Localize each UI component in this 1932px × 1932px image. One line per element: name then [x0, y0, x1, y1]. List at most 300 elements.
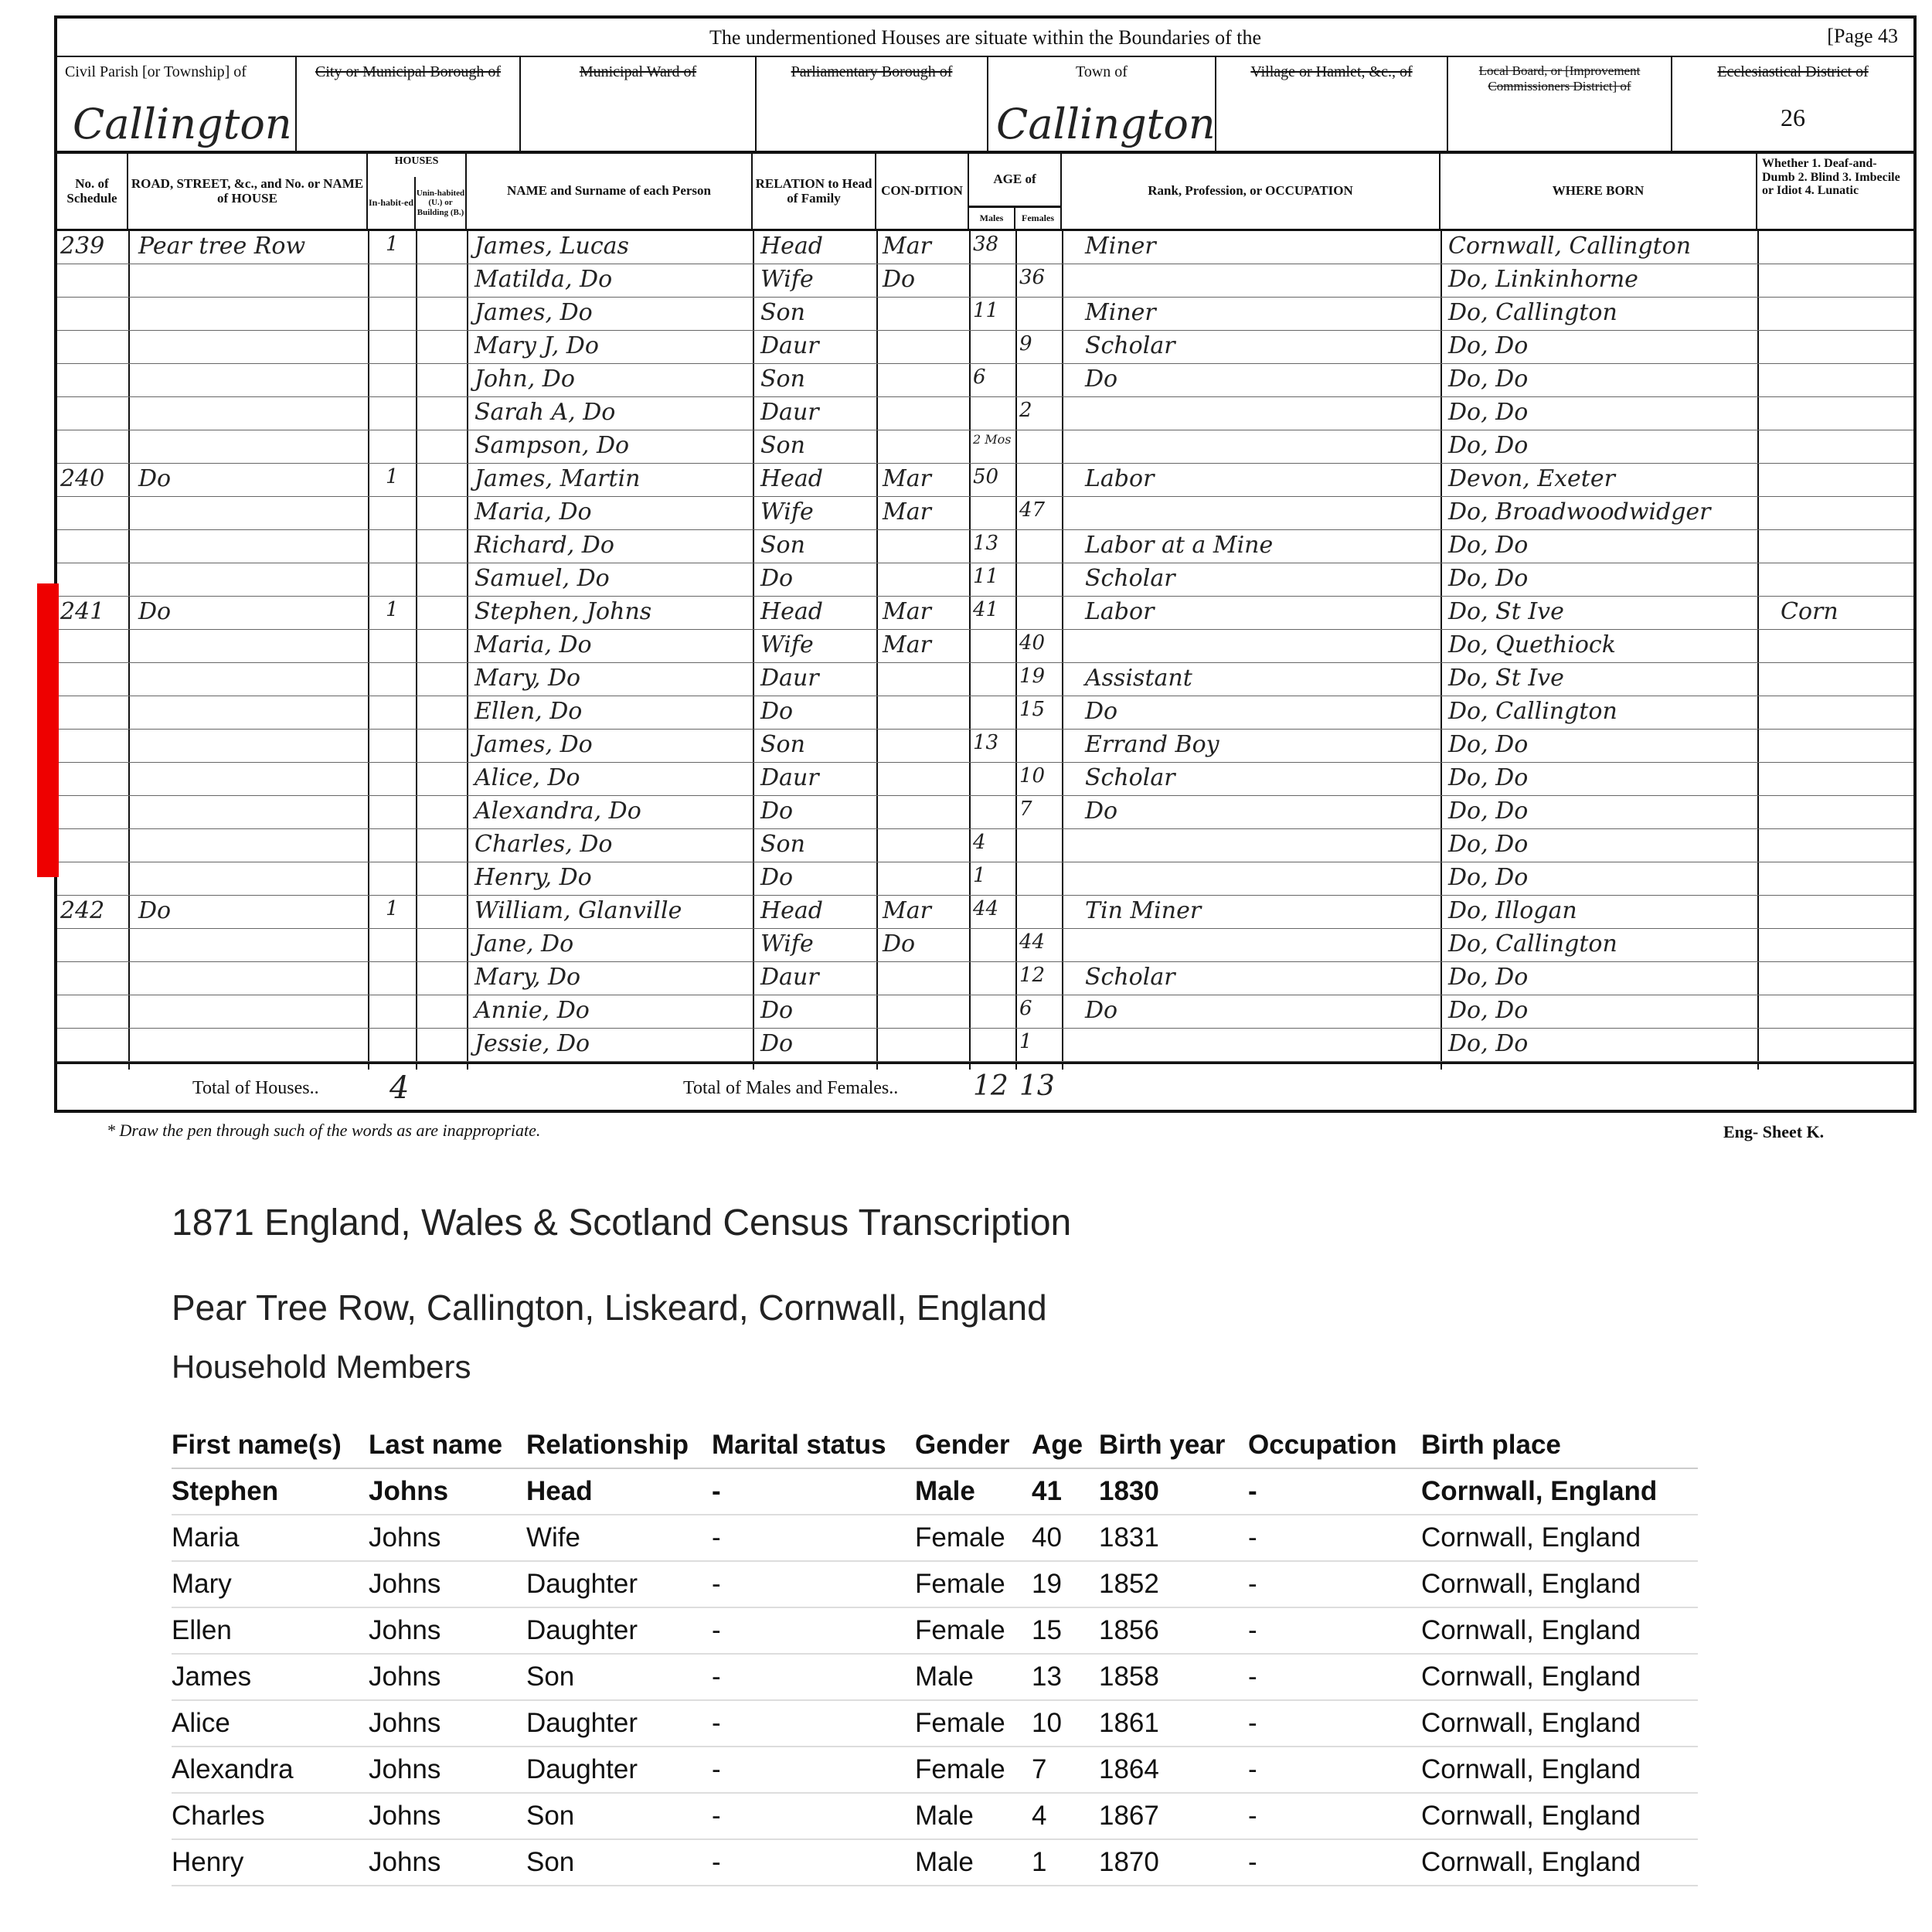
col-occupation: Rank, Profession, or OCCUPATION	[1062, 154, 1440, 231]
relation: Daur	[760, 764, 819, 791]
person-name: Samuel, Do	[474, 565, 610, 592]
table-row	[172, 1700, 1698, 1747]
table-cell: 1858	[1099, 1654, 1248, 1700]
household-members-table	[172, 1422, 1698, 1886]
birthplace: Do, Do	[1448, 399, 1529, 426]
table-row	[172, 1561, 1698, 1607]
census-sheet	[54, 15, 1917, 1113]
total-females-value: 13	[1019, 1070, 1055, 1102]
town-cell	[988, 57, 1216, 154]
person-name: Sampson, Do	[474, 432, 630, 459]
census-row	[57, 597, 1913, 630]
census-row	[57, 796, 1913, 829]
table-cell: Johns	[369, 1839, 526, 1886]
column-header: Gender	[915, 1422, 1032, 1468]
column-header: Birth place	[1421, 1422, 1698, 1468]
birthplace: Do, Do	[1448, 964, 1529, 991]
birthplace: Do, Illogan	[1448, 897, 1577, 924]
occupation: Scholar	[1085, 565, 1175, 592]
table-cell: Female	[915, 1561, 1032, 1607]
borough-cell	[297, 57, 521, 154]
table-cell: Alice	[172, 1700, 369, 1747]
table-cell: Son	[526, 1839, 712, 1886]
table-cell: 19	[1032, 1561, 1099, 1607]
relation: Daur	[760, 665, 819, 692]
census-row	[57, 962, 1913, 995]
census-row	[57, 364, 1913, 397]
district-row	[57, 57, 1913, 154]
condition: Mar	[883, 465, 931, 492]
table-cell: 1867	[1099, 1793, 1248, 1839]
person-name: James, Lucas	[474, 233, 629, 260]
table-cell: -	[1248, 1700, 1421, 1747]
birthplace: Do, Quethiock	[1448, 631, 1616, 658]
col-uninhabited: Unin-habited (U.) or Building (B.)	[416, 177, 467, 231]
census-row	[57, 397, 1913, 430]
census-row	[57, 630, 1913, 663]
occupation: Do	[1085, 997, 1118, 1024]
birthplace: Do, Do	[1448, 532, 1529, 559]
census-row	[57, 231, 1913, 264]
village-label: Village or Hamlet, &c., of	[1250, 63, 1413, 80]
table-cell: Male	[915, 1839, 1032, 1886]
table-cell: Cornwall, England	[1421, 1793, 1698, 1839]
infirmity-note: Corn	[1781, 598, 1838, 625]
relation: Wife	[760, 266, 814, 293]
inhabited-mark: 1	[386, 897, 399, 920]
table-cell: Cornwall, England	[1421, 1607, 1698, 1654]
col-males: Males	[969, 208, 1015, 231]
table-cell: Cornwall, England	[1421, 1700, 1698, 1747]
civil-parish-label: Civil Parish [or Township] of	[65, 63, 247, 80]
total-people-label: Total of Males and Females..	[683, 1078, 899, 1098]
female-age: 40	[1019, 631, 1046, 655]
table-cell: Female	[915, 1515, 1032, 1561]
female-age: 15	[1019, 698, 1046, 721]
female-age: 1	[1019, 1030, 1032, 1053]
relation: Head	[760, 598, 824, 625]
table-cell: -	[712, 1607, 915, 1654]
birthplace: Do, Do	[1448, 764, 1529, 791]
inhabited-mark: 1	[386, 465, 399, 488]
table-cell: -	[712, 1747, 915, 1793]
household-heading: Household Members	[172, 1349, 471, 1385]
female-age: 6	[1019, 997, 1032, 1020]
schedule-number: 239	[60, 233, 105, 260]
column-header: Birth year	[1099, 1422, 1248, 1468]
person-name: Maria, Do	[474, 498, 592, 526]
birthplace: Do, Do	[1448, 997, 1529, 1024]
male-age: 13	[973, 731, 999, 754]
person-name: Henry, Do	[474, 864, 592, 891]
person-name: John, Do	[474, 366, 575, 393]
census-row	[57, 730, 1913, 763]
person-name: Jane, Do	[474, 930, 574, 957]
table-cell: Johns	[369, 1700, 526, 1747]
person-name: James, Do	[474, 731, 593, 758]
occupation: Labor	[1085, 598, 1155, 625]
table-cell: Cornwall, England	[1421, 1468, 1698, 1515]
census-row	[57, 497, 1913, 530]
table-cell: Mary	[172, 1561, 369, 1607]
col-inhabited: In-habit-ed	[368, 177, 416, 231]
table-row	[172, 1839, 1698, 1886]
sheet-footnote: * Draw the pen through such of the words as are inappropriate.	[107, 1121, 541, 1140]
male-age: 11	[973, 565, 999, 588]
column-header: First name(s)	[172, 1422, 369, 1468]
condition: Mar	[883, 897, 931, 924]
birthplace: Do, Do	[1448, 798, 1529, 825]
table-cell: Wife	[526, 1515, 712, 1561]
census-row	[57, 264, 1913, 298]
table-cell: Stephen	[172, 1468, 369, 1515]
table-cell: 1856	[1099, 1607, 1248, 1654]
schedule-number: 242	[60, 897, 105, 924]
table-cell: Johns	[369, 1468, 526, 1515]
male-age: 11	[973, 299, 999, 322]
table-cell: Son	[526, 1654, 712, 1700]
female-age: 36	[1019, 266, 1046, 289]
table-cell: Male	[915, 1468, 1032, 1515]
birthplace: Do, Do	[1448, 864, 1529, 891]
relation: Wife	[760, 930, 814, 957]
relation: Do	[760, 798, 794, 825]
occupation: Tin Miner	[1085, 897, 1202, 924]
col-whether: Whether 1. Deaf-and-Dumb 2. Blind 3. Imbecile or Idiot 4. Lunatic	[1757, 154, 1913, 231]
table-cell: 4	[1032, 1793, 1099, 1839]
relation: Son	[760, 432, 805, 459]
relation: Daur	[760, 964, 819, 991]
birthplace: Do, Callington	[1448, 930, 1617, 957]
table-cell: Male	[915, 1793, 1032, 1839]
male-age: 44	[973, 897, 999, 920]
relation: Head	[760, 465, 824, 492]
relation: Head	[760, 233, 824, 260]
female-age: 10	[1019, 764, 1046, 787]
occupation: Do	[1085, 698, 1118, 725]
table-cell: -	[1248, 1839, 1421, 1886]
local-board-label: Local Board, or [Improvement Commissioners District] of	[1478, 63, 1641, 94]
table-cell: Head	[526, 1468, 712, 1515]
parl-cell	[757, 57, 988, 154]
eccl-value: 26	[1781, 104, 1805, 131]
table-cell: Johns	[369, 1654, 526, 1700]
occupation: Do	[1085, 798, 1118, 825]
census-row	[57, 464, 1913, 497]
table-cell: 1861	[1099, 1700, 1248, 1747]
birthplace: Do, Do	[1448, 731, 1529, 758]
table-cell: -	[1248, 1747, 1421, 1793]
transcription-place: Pear Tree Row, Callington, Liskeard, Cornwall, England	[172, 1287, 1047, 1328]
table-cell: 1852	[1099, 1561, 1248, 1607]
table-cell: Johns	[369, 1607, 526, 1654]
birthplace: Do, Callington	[1448, 698, 1617, 725]
ward-label: Municipal Ward of	[579, 63, 697, 80]
civil-parish-value: Callington	[73, 100, 292, 148]
birthplace: Do, St Ive	[1448, 598, 1564, 625]
table-row	[172, 1468, 1698, 1515]
table-cell: Cornwall, England	[1421, 1515, 1698, 1561]
table-cell: Maria	[172, 1515, 369, 1561]
condition: Mar	[883, 233, 931, 260]
occupation: Scholar	[1085, 764, 1175, 791]
person-name: Mary, Do	[474, 964, 581, 991]
occupation: Miner	[1085, 233, 1156, 260]
col-name: NAME and Surname of each Person	[467, 154, 753, 231]
column-header: Relationship	[526, 1422, 712, 1468]
transcription-title: 1871 England, Wales & Scotland Census Transcription	[172, 1202, 1072, 1243]
table-cell: -	[1248, 1793, 1421, 1839]
house-name: Do	[138, 897, 172, 924]
column-header: Last name	[369, 1422, 526, 1468]
table-cell: Johns	[369, 1515, 526, 1561]
col-houses: HOUSES	[368, 154, 467, 231]
parl-label: Parliamentary Borough of	[791, 63, 953, 80]
female-age: 2	[1019, 399, 1032, 422]
ward-cell	[521, 57, 757, 154]
col-females: Females	[1015, 208, 1062, 231]
birthplace: Do, Broadwoodwidger	[1448, 498, 1711, 526]
local-board-cell	[1448, 57, 1672, 154]
schedule-number: 240	[60, 465, 105, 492]
borough-label: City or Municipal Borough of	[315, 63, 501, 80]
col-road: ROAD, STREET, &c., and No. or NAME of HOUSE	[128, 154, 368, 231]
table-cell: Cornwall, England	[1421, 1747, 1698, 1793]
col-age: AGE of	[969, 154, 1062, 208]
total-males-value: 12	[973, 1070, 1009, 1102]
eccl-cell	[1672, 57, 1913, 154]
civil-parish-cell	[57, 57, 297, 154]
table-cell: Henry	[172, 1839, 369, 1886]
table-cell: Alexandra	[172, 1747, 369, 1793]
table-cell: -	[1248, 1654, 1421, 1700]
total-houses-label: Total of Houses..	[192, 1078, 319, 1098]
female-age: 7	[1019, 798, 1032, 821]
birthplace: Cornwall, Callington	[1448, 233, 1692, 260]
table-cell: 13	[1032, 1654, 1099, 1700]
house-name: Pear tree Row	[138, 233, 306, 260]
table-cell: James	[172, 1654, 369, 1700]
condition: Do	[883, 266, 916, 293]
table-cell: Charles	[172, 1793, 369, 1839]
column-header: Age	[1032, 1422, 1099, 1468]
census-row	[57, 563, 1913, 597]
table-cell: 10	[1032, 1700, 1099, 1747]
occupation: Scholar	[1085, 964, 1175, 991]
census-row	[57, 298, 1913, 331]
person-name: Mary, Do	[474, 665, 581, 692]
birthplace: Do, Do	[1448, 565, 1529, 592]
birthplace: Do, Do	[1448, 432, 1529, 459]
census-row	[57, 929, 1913, 962]
table-cell: Female	[915, 1747, 1032, 1793]
relation: Head	[760, 897, 824, 924]
relation: Son	[760, 532, 805, 559]
female-age: 47	[1019, 498, 1046, 522]
table-cell: 1870	[1099, 1839, 1248, 1886]
person-name: Richard, Do	[474, 532, 614, 559]
table-cell: Daughter	[526, 1747, 712, 1793]
column-header: Marital status	[712, 1422, 915, 1468]
table-cell: Female	[915, 1700, 1032, 1747]
census-row	[57, 663, 1913, 696]
table-cell: Son	[526, 1793, 712, 1839]
census-row	[57, 763, 1913, 796]
eccl-label: Ecclesiastical District of	[1717, 63, 1869, 80]
person-name: James, Do	[474, 299, 593, 326]
person-name: Maria, Do	[474, 631, 592, 658]
census-row	[57, 331, 1913, 364]
table-cell: -	[1248, 1607, 1421, 1654]
male-age: 13	[973, 532, 999, 555]
census-row	[57, 696, 1913, 730]
relation: Son	[760, 366, 805, 393]
occupation: Scholar	[1085, 332, 1175, 359]
female-age: 12	[1019, 964, 1046, 987]
person-name: Jessie, Do	[474, 1030, 590, 1057]
table-cell: Johns	[369, 1561, 526, 1607]
table-cell: 7	[1032, 1747, 1099, 1793]
person-name: Matilda, Do	[474, 266, 613, 293]
birthplace: Do, Do	[1448, 366, 1529, 393]
col-condition: CON-DITION	[876, 154, 969, 231]
census-row	[57, 862, 1913, 896]
census-row	[57, 829, 1913, 862]
table-cell: Johns	[369, 1793, 526, 1839]
relation: Son	[760, 831, 805, 858]
condition: Do	[883, 930, 916, 957]
col-relation: RELATION to Head of Family	[753, 154, 876, 231]
table-row	[172, 1654, 1698, 1700]
female-age: 19	[1019, 665, 1046, 688]
table-cell: -	[1248, 1468, 1421, 1515]
person-name: Alexandra, Do	[474, 798, 641, 825]
census-row	[57, 896, 1913, 929]
birthplace: Do, Do	[1448, 332, 1529, 359]
inhabited-mark: 1	[386, 233, 399, 256]
condition: Mar	[883, 598, 931, 625]
person-name: Sarah A, Do	[474, 399, 616, 426]
table-header-row	[172, 1422, 1698, 1468]
house-name: Do	[138, 598, 172, 625]
person-name: Annie, Do	[474, 997, 590, 1024]
table-cell: Daughter	[526, 1607, 712, 1654]
occupation: Miner	[1085, 299, 1156, 326]
relation: Do	[760, 565, 794, 592]
person-name: Alice, Do	[474, 764, 580, 791]
occupation: Errand Boy	[1085, 731, 1219, 758]
column-header: Occupation	[1248, 1422, 1421, 1468]
table-cell: -	[712, 1700, 915, 1747]
person-name: Mary J, Do	[474, 332, 599, 359]
table-row	[172, 1607, 1698, 1654]
table-cell: 15	[1032, 1607, 1099, 1654]
table-body	[172, 1468, 1698, 1886]
table-cell: Male	[915, 1654, 1032, 1700]
table-cell: 40	[1032, 1515, 1099, 1561]
table-cell: Daughter	[526, 1700, 712, 1747]
page-number	[1827, 25, 1898, 48]
occupation: Labor at a Mine	[1085, 532, 1274, 559]
totals-row	[57, 1062, 1913, 1116]
relation: Son	[760, 731, 805, 758]
female-age: 9	[1019, 332, 1032, 355]
occupation: Assistant	[1085, 665, 1192, 692]
table-cell: Johns	[369, 1747, 526, 1793]
occupation: Labor	[1085, 465, 1155, 492]
table-cell: Female	[915, 1607, 1032, 1654]
census-row	[57, 530, 1913, 563]
table-cell: Ellen	[172, 1607, 369, 1654]
col-born: WHERE BORN	[1440, 154, 1757, 231]
table-cell: -	[712, 1561, 915, 1607]
table-cell: -	[712, 1654, 915, 1700]
table-cell: -	[1248, 1515, 1421, 1561]
table-cell: -	[712, 1515, 915, 1561]
person-name: William, Glanville	[474, 897, 682, 924]
table-cell: 1864	[1099, 1747, 1248, 1793]
male-age: 38	[973, 233, 999, 256]
page-label: [Page	[1827, 25, 1873, 47]
male-age: 2 Mos	[973, 432, 1012, 447]
col-schedule: No. of Schedule	[57, 154, 128, 231]
birthplace: Do, St Ive	[1448, 665, 1564, 692]
relation: Daur	[760, 332, 819, 359]
town-value: Callington	[996, 100, 1216, 148]
census-row	[57, 430, 1913, 464]
table-cell: -	[1248, 1561, 1421, 1607]
relation: Do	[760, 698, 794, 725]
relation: Wife	[760, 498, 814, 526]
table-cell: 1831	[1099, 1515, 1248, 1561]
highlight-bar	[37, 583, 59, 877]
female-age: 44	[1019, 930, 1046, 954]
village-cell	[1216, 57, 1448, 154]
sheet-reference: Eng- Sheet K.	[1723, 1122, 1825, 1141]
male-age: 6	[973, 366, 986, 389]
schedule-number: 241	[60, 598, 105, 625]
condition: Mar	[883, 631, 931, 658]
birthplace: Do, Linkinhorne	[1448, 266, 1638, 293]
occupation: Do	[1085, 366, 1118, 393]
male-age: 50	[973, 465, 999, 488]
table-cell: Cornwall, England	[1421, 1654, 1698, 1700]
inhabited-mark: 1	[386, 598, 399, 621]
relation: Do	[760, 864, 794, 891]
person-name: Ellen, Do	[474, 698, 583, 725]
table-cell: Cornwall, England	[1421, 1839, 1698, 1886]
person-name: Stephen, Johns	[474, 598, 652, 625]
sheet-banner: The undermentioned Houses are situate within the Boundaries of the	[57, 19, 1913, 57]
house-name: Do	[138, 465, 172, 492]
relation: Son	[760, 299, 805, 326]
male-age: 41	[973, 598, 999, 621]
table-cell: Daughter	[526, 1561, 712, 1607]
table-cell: -	[712, 1468, 915, 1515]
table-row	[172, 1515, 1698, 1561]
condition: Mar	[883, 498, 931, 526]
table-cell: Cornwall, England	[1421, 1561, 1698, 1607]
relation: Do	[760, 997, 794, 1024]
relation: Daur	[760, 399, 819, 426]
birthplace: Do, Do	[1448, 1030, 1529, 1057]
page-number-value: 43	[1878, 25, 1898, 47]
census-row	[57, 995, 1913, 1029]
census-row	[57, 1029, 1913, 1062]
table-row	[172, 1793, 1698, 1839]
table-cell: -	[712, 1839, 915, 1886]
person-name: James, Martin	[474, 465, 641, 492]
